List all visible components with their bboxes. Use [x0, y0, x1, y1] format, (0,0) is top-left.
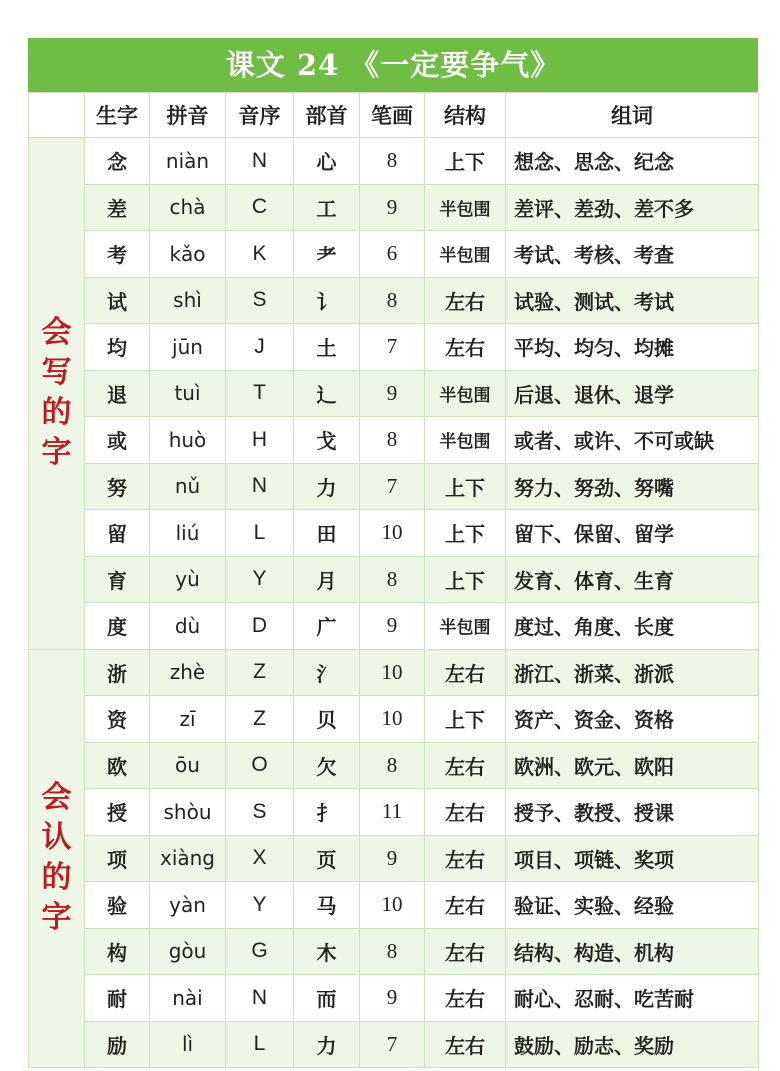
cell-sound-order: X: [226, 835, 294, 882]
cell-words: 欧洲、欧元、欧阳: [506, 742, 759, 789]
cell-radical: 心: [294, 138, 360, 185]
table-row: [29, 324, 759, 371]
cell-strokes: 9: [360, 370, 425, 417]
cell-sound-order: Z: [226, 649, 294, 696]
cell-strokes: 9: [360, 603, 425, 650]
header-structure: 结构: [425, 93, 506, 138]
cell-structure: 上下: [425, 463, 506, 510]
cell-words: 考试、考核、考查: [506, 231, 759, 278]
cell-pinyin: jūn: [150, 324, 226, 371]
cell-sound-order: Z: [226, 696, 294, 743]
cell-radical: 讠: [294, 277, 360, 324]
cell-radical: 田: [294, 510, 360, 557]
cell-structure: 左右: [425, 1021, 506, 1068]
cell-radical: 耂: [294, 231, 360, 278]
cell-pinyin: xiàng: [150, 835, 226, 882]
header-strokes: 笔画: [360, 93, 425, 138]
table-row: [29, 1021, 759, 1068]
cell-radical: 戈: [294, 417, 360, 464]
cell-structure: 半包围: [425, 417, 506, 464]
cell-sound-order: L: [226, 510, 294, 557]
cell-radical: 辶: [294, 370, 360, 417]
table-row: [29, 556, 759, 603]
cell-radical: 广: [294, 603, 360, 650]
cell-words: 想念、思念、纪念: [506, 138, 759, 185]
cell-strokes: 8: [360, 928, 425, 975]
header-pinyin: 拼音: [150, 93, 226, 138]
cell-character: 项: [85, 835, 150, 882]
table-row: [29, 510, 759, 557]
cell-radical: 扌: [294, 789, 360, 836]
cell-strokes: 10: [360, 510, 425, 557]
table-row: [29, 882, 759, 929]
cell-sound-order: L: [226, 1021, 294, 1068]
table-row: [29, 603, 759, 650]
cell-pinyin: chà: [150, 184, 226, 231]
cell-strokes: 10: [360, 882, 425, 929]
table-row: [29, 696, 759, 743]
cell-pinyin: huò: [150, 417, 226, 464]
cell-words: 努力、努劲、努嘴: [506, 463, 759, 510]
cell-words: 平均、均匀、均摊: [506, 324, 759, 371]
table-row: [29, 231, 759, 278]
cell-radical: 土: [294, 324, 360, 371]
cell-character: 均: [85, 324, 150, 371]
cell-strokes: 9: [360, 975, 425, 1022]
cell-radical: 月: [294, 556, 360, 603]
table-row: [29, 138, 759, 185]
header-character: 生字: [85, 93, 150, 138]
table-row: [29, 649, 759, 696]
cell-strokes: 9: [360, 835, 425, 882]
section-label-text: 会写的字: [41, 315, 72, 471]
cell-character: 念: [85, 138, 150, 185]
cell-radical: 力: [294, 1021, 360, 1068]
table-row: [29, 277, 759, 324]
cell-words: 结构、构造、机构: [506, 928, 759, 975]
cell-structure: 半包围: [425, 231, 506, 278]
cell-words: 发育、体育、生育: [506, 556, 759, 603]
cell-character: 试: [85, 277, 150, 324]
cell-pinyin: yàn: [150, 882, 226, 929]
cell-sound-order: J: [226, 324, 294, 371]
section-label-recognize: [29, 649, 85, 1068]
cell-sound-order: Y: [226, 882, 294, 929]
cell-strokes: 7: [360, 463, 425, 510]
cell-pinyin: tuì: [150, 370, 226, 417]
cell-structure: 左右: [425, 324, 506, 371]
cell-strokes: 10: [360, 696, 425, 743]
cell-radical: 而: [294, 975, 360, 1022]
cell-radical: 力: [294, 463, 360, 510]
cell-strokes: 9: [360, 184, 425, 231]
cell-strokes: 6: [360, 231, 425, 278]
cell-strokes: 10: [360, 649, 425, 696]
cell-sound-order: K: [226, 231, 294, 278]
cell-pinyin: kǎo: [150, 231, 226, 278]
cell-words: 鼓励、励志、奖励: [506, 1021, 759, 1068]
cell-structure: 上下: [425, 556, 506, 603]
cell-structure: 左右: [425, 789, 506, 836]
table-title: 课文 24 《一定要争气》: [28, 38, 758, 92]
cell-character: 度: [85, 603, 150, 650]
cell-words: 验证、实验、经验: [506, 882, 759, 929]
cell-words: 度过、角度、长度: [506, 603, 759, 650]
cell-character: 差: [85, 184, 150, 231]
cell-sound-order: S: [226, 277, 294, 324]
cell-sound-order: Y: [226, 556, 294, 603]
character-table: [28, 92, 759, 1068]
cell-structure: 左右: [425, 649, 506, 696]
cell-sound-order: D: [226, 603, 294, 650]
cell-sound-order: C: [226, 184, 294, 231]
cell-strokes: 7: [360, 324, 425, 371]
header-blank: [29, 93, 85, 138]
cell-words: 后退、退休、退学: [506, 370, 759, 417]
cell-strokes: 8: [360, 138, 425, 185]
cell-sound-order: H: [226, 417, 294, 464]
table-row: [29, 184, 759, 231]
cell-structure: 半包围: [425, 603, 506, 650]
cell-structure: 左右: [425, 835, 506, 882]
cell-radical: 工: [294, 184, 360, 231]
cell-radical: 欠: [294, 742, 360, 789]
cell-strokes: 8: [360, 277, 425, 324]
cell-words: 差评、差劲、差不多: [506, 184, 759, 231]
cell-character: 浙: [85, 649, 150, 696]
header-words: 组词: [506, 93, 759, 138]
cell-structure: 左右: [425, 975, 506, 1022]
cell-structure: 半包围: [425, 184, 506, 231]
table-row: [29, 742, 759, 789]
cell-character: 考: [85, 231, 150, 278]
section-label-write: [29, 138, 85, 650]
cell-character: 授: [85, 789, 150, 836]
cell-radical: 页: [294, 835, 360, 882]
cell-pinyin: nài: [150, 975, 226, 1022]
cell-structure: 左右: [425, 742, 506, 789]
cell-character: 育: [85, 556, 150, 603]
table-row: [29, 370, 759, 417]
cell-pinyin: zī: [150, 696, 226, 743]
cell-pinyin: ōu: [150, 742, 226, 789]
cell-character: 退: [85, 370, 150, 417]
cell-structure: 上下: [425, 138, 506, 185]
cell-words: 试验、测试、考试: [506, 277, 759, 324]
cell-structure: 左右: [425, 277, 506, 324]
table-row: [29, 463, 759, 510]
table-row: [29, 928, 759, 975]
cell-character: 构: [85, 928, 150, 975]
cell-words: 留下、保留、留学: [506, 510, 759, 557]
cell-sound-order: O: [226, 742, 294, 789]
cell-pinyin: zhè: [150, 649, 226, 696]
cell-radical: 氵: [294, 649, 360, 696]
cell-strokes: 8: [360, 556, 425, 603]
cell-strokes: 8: [360, 417, 425, 464]
table-row: [29, 417, 759, 464]
cell-character: 励: [85, 1021, 150, 1068]
cell-strokes: 11: [360, 789, 425, 836]
cell-sound-order: S: [226, 789, 294, 836]
cell-character: 留: [85, 510, 150, 557]
cell-pinyin: yù: [150, 556, 226, 603]
cell-words: 耐心、忍耐、吃苦耐: [506, 975, 759, 1022]
cell-structure: 左右: [425, 928, 506, 975]
cell-words: 或者、或许、不可或缺: [506, 417, 759, 464]
cell-words: 授予、教授、授课: [506, 789, 759, 836]
header-row: [29, 93, 759, 138]
cell-sound-order: N: [226, 463, 294, 510]
cell-structure: 半包围: [425, 370, 506, 417]
cell-radical: 贝: [294, 696, 360, 743]
cell-character: 验: [85, 882, 150, 929]
cell-character: 努: [85, 463, 150, 510]
cell-radical: 木: [294, 928, 360, 975]
cell-sound-order: N: [226, 975, 294, 1022]
cell-pinyin: gòu: [150, 928, 226, 975]
cell-sound-order: T: [226, 370, 294, 417]
cell-pinyin: shòu: [150, 789, 226, 836]
cell-words: 浙江、浙菜、浙派: [506, 649, 759, 696]
section-label-text: 会认的字: [41, 780, 72, 936]
cell-pinyin: dù: [150, 603, 226, 650]
cell-pinyin: liú: [150, 510, 226, 557]
cell-character: 耐: [85, 975, 150, 1022]
cell-structure: 上下: [425, 510, 506, 557]
table-row: [29, 789, 759, 836]
cell-pinyin: lì: [150, 1021, 226, 1068]
cell-sound-order: N: [226, 138, 294, 185]
cell-words: 资产、资金、资格: [506, 696, 759, 743]
cell-character: 资: [85, 696, 150, 743]
table-body: [29, 138, 759, 1068]
table-row: [29, 975, 759, 1022]
cell-pinyin: shì: [150, 277, 226, 324]
header-radical: 部首: [294, 93, 360, 138]
cell-structure: 左右: [425, 882, 506, 929]
lesson-table-container: [28, 38, 758, 1068]
table-row: [29, 835, 759, 882]
header-sound-order: 音序: [226, 93, 294, 138]
cell-pinyin: nǔ: [150, 463, 226, 510]
cell-sound-order: G: [226, 928, 294, 975]
cell-strokes: 7: [360, 1021, 425, 1068]
cell-strokes: 8: [360, 742, 425, 789]
cell-character: 或: [85, 417, 150, 464]
cell-character: 欧: [85, 742, 150, 789]
cell-structure: 上下: [425, 696, 506, 743]
cell-radical: 马: [294, 882, 360, 929]
cell-pinyin: niàn: [150, 138, 226, 185]
cell-words: 项目、项链、奖项: [506, 835, 759, 882]
